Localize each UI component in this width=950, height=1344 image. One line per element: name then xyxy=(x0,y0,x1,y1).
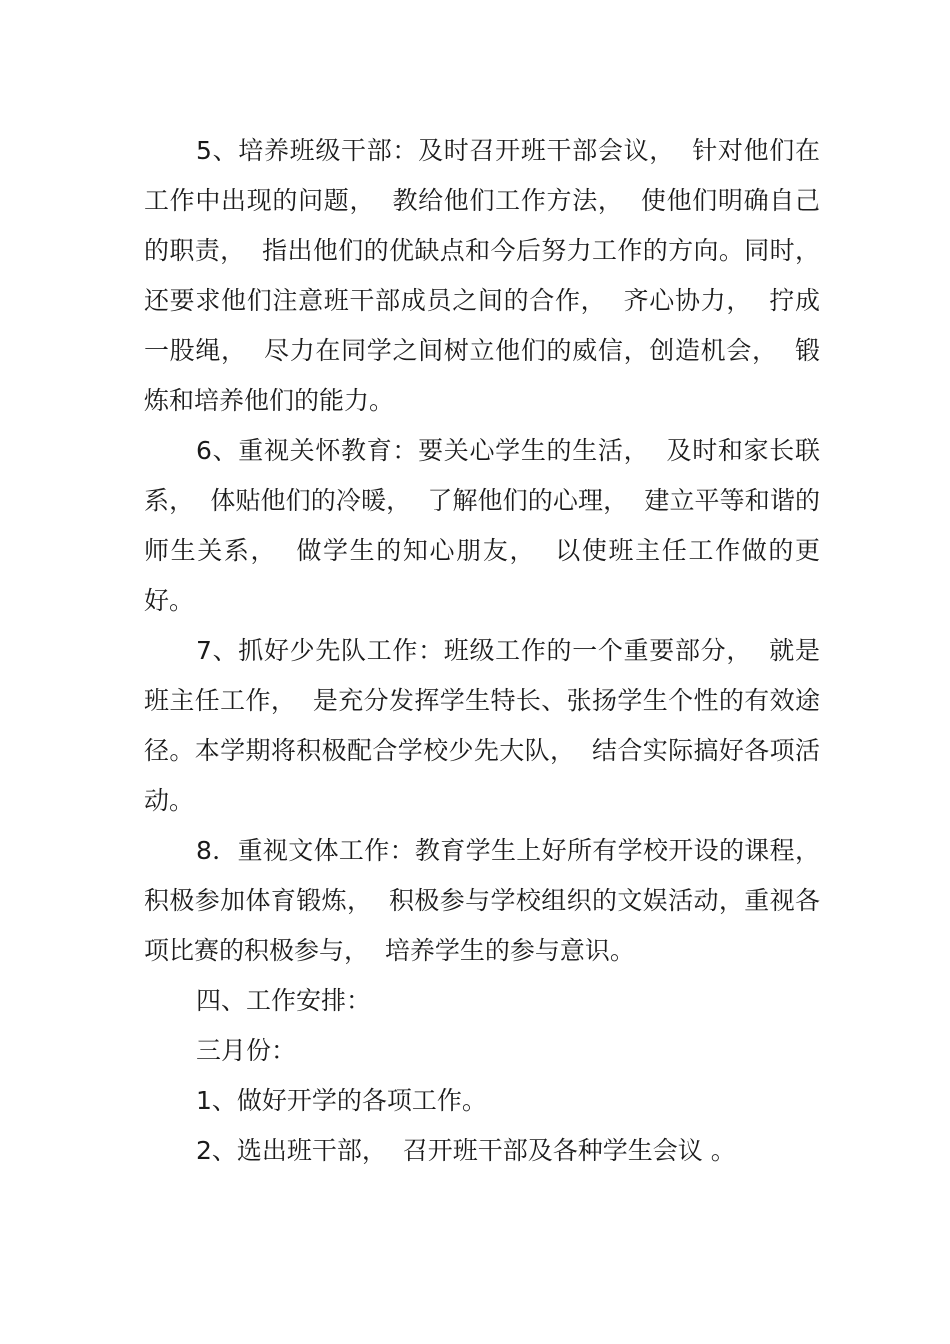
paragraph-young-pioneers: 7、抓好少先队工作：班级工作的一个重要部分， 就是班主任工作， 是充分发挥学生特长、张扬学生个性的有效途径。本学期将积极配合学校少先大队， 结合实际搞好各项活动。 xyxy=(144,636,820,815)
list-item-1: 1、做好开学的各项工作。 xyxy=(196,1086,487,1115)
list-item-2: 2、选出班干部， 召开班干部及各种学生会议 。 xyxy=(196,1136,736,1165)
section-heading-work-plan: 四、工作安排： xyxy=(196,986,372,1015)
paragraph-care-education: 6、重视关怀教育：要关心学生的生活， 及时和家长联系， 体贴他们的冷暖， 了解他们的心理， 建立平等和谐的师生关系， 做学生的知心朋友， 以使班主任工作做的更好。 xyxy=(144,436,820,615)
paragraph-culture-sports: 8．重视文体工作：教育学生上好所有学校开设的课程，积极参加体育锻炼， 积极参与学校组织的文娱活动，重视各项比赛的积极参与， 培养学生的参与意识。 xyxy=(144,836,820,965)
month-heading-march: 三月份： xyxy=(196,1036,297,1065)
paragraph-cadre-training: 5、培养班级干部：及时召开班干部会议， 针对他们在工作中出现的问题， 教给他们工作方法， 使他们明确自己的职责， 指出他们的优缺点和今后努力工作的方向。同时， 还要求他们注意班干部成员之间的合作， 齐心协力， 拧成一股绳， 尽力在同学之间树立他们的威信，创造机会， 锻炼和培养他们的能力。 xyxy=(144,136,836,415)
document-body xyxy=(144,126,836,1176)
